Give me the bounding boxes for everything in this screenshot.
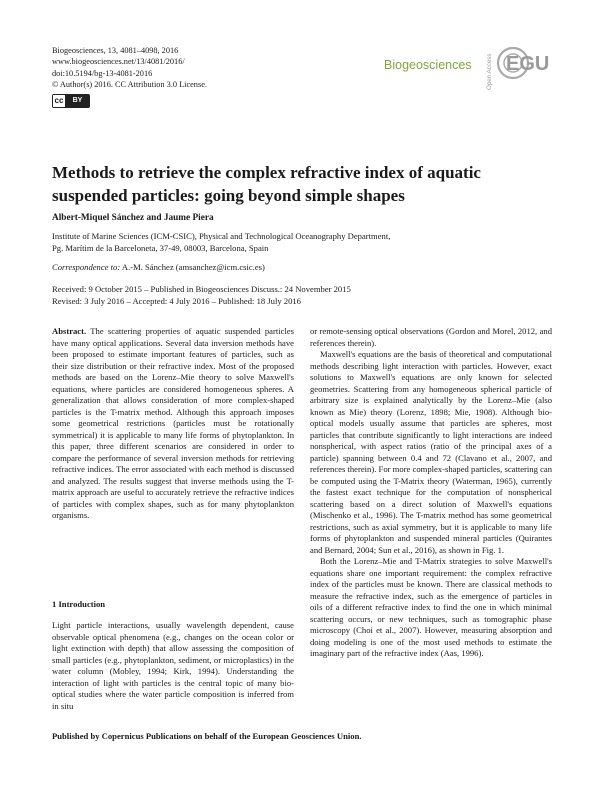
introduction-paragraph (52, 620, 294, 712)
doi-link[interactable]: doi:10.5194/bg-13-4081-2016 (52, 68, 153, 78)
citation-line: Biogeosciences, 13, 4081–4098, 2016 (52, 46, 179, 55)
correspondence-label: Correspondence to: (52, 262, 121, 272)
received-line: Received: 9 October 2015 – Published in Biogeosciences Discuss.: 24 November 2015 (52, 284, 351, 294)
abstract-body: The scattering properties of aquatic suspended particles have many optical applications. Several data inversion methods have been proposed to estimate important features of particles, such as their size distribution or their refractive index. Most of the proposed methods are based on the Lorenz–Mie theory to solve Maxwell's equations, where particles are considered homogeneous spheres. A generalization that allows consideration of more complex-shaped particles is the T-matrix method. Although this approach imposes some geometrical restrictions (particles must be rotationally symmetrical) it is applicable to many life forms of phytoplankton. In this paper, three different scenarios are considered in order to compare the performance of several inversion methods for retrieving refractive indices. The error associated with each method is discussed and analyzed. The results suggest that inverse methods using the T-matrix approach are useful to accurately retrieve the refractive indices of particles with complex shapes, such as for many phytoplankton organisms. (52, 326, 294, 520)
right-column (310, 326, 552, 660)
correspondence (52, 262, 265, 272)
svg-text:EGU: EGU (506, 53, 550, 75)
license-line: © Author(s) 2016. CC Attribution 3.0 License. (52, 80, 207, 90)
cc-icon: cc (53, 95, 66, 107)
egu-logo (496, 46, 552, 80)
title-line-1: Methods to retrieve the complex refractive index of aquatic (52, 163, 481, 182)
open-access-vertical-label (484, 34, 494, 92)
section-heading: 1 Introduction (52, 599, 106, 609)
revised-line: Revised: 3 July 2016 – Accepted: 4 July 2016 – Published: 18 July 2016 (52, 296, 301, 306)
intro-text: Light particle interactions, usually wavelength dependent, cause observable optical phenomena (e.g., changes on the ocean color or light extinction with depth) that allow assessing the composition of small particles (e.g., phytoplankton, sediment, or microplastics) in the water column (Mobley, 1994; Kirk, 1994). Understanding the interaction of light with particles is the central topic of many bio-optical studies where the water particle composition is inferred from in situ (52, 620, 294, 711)
publisher-footer: Published by Copernicus Publications on behalf of the European Geosciences Union. (52, 731, 362, 741)
right-paragraph-1: or remote-sensing optical observations (Gordon and Morel, 2012, and references therein). (310, 326, 552, 348)
right-paragraph-3: Both the Lorenz–Mie and T-Matrix strategies to solve Maxwell's equations share one important requirement: the complex refractive index of the particles must be known. There are classical methods to measure the refractive index, such as the emergence of particles in oils of a different refractive index to find the one in which minimal scattering occurs, or new techniques, such as tomographic phase microscopy (Choi et al., 2007). However, measuring absorption and doing modeling is one of the most used methods to estimate the imaginary part of the refractive index (Aas, 1996). (310, 556, 552, 658)
svg-text:Open Access: Open Access (486, 53, 493, 90)
author-list: Albert-Miquel Sánchez and Jaume Piera (52, 213, 214, 223)
cc-license-badge[interactable] (52, 94, 90, 108)
cc-by-label: BY (66, 95, 89, 107)
abstract-label: Abstract. (52, 326, 87, 336)
affiliation (52, 230, 552, 254)
affiliation-line-1: Institute of Marine Sciences (ICM-CSIC), Physical and Technological Oceanography Department, (52, 231, 391, 241)
title-line-2: suspended particles: going beyond simple shapes (52, 186, 405, 205)
right-paragraph-2: Maxwell's equations are the basis of theoretical and computational methods describing light interaction with particles. However, exact solutions to Maxwell's equations are only known for selected geometries. Scattering from any homogeneous spherical particle of arbitrary size is explained analytically by the Lorenz–Mie (also known as Mie) theory (Lorenz, 1898; Mie, 1908). Although bio-optical models usually assume that particles are spheres, most particles that contribute significantly to light interactions are indeed nonspherical, with aspect ratios (ratio of the principal axes of a particle) spanning between 0.4 and 72 (Clavano et al., 2007, and references therein). For more complex-shaped particles, scattering can be computed using the T-Matrix theory (Waterman, 1965), currently the fastest exact technique for the computation of nonspherical scattering based on a direct solution of Maxwell's equations (Mischenko et al., 1996). The T-matrix method has some geometrical restrictions, such as axial symmetry, but it is applicable to many life forms of phytoplankton and suspended mineral particles (Quirantes and Bernard, 2004; Sun et al., 2016), as shown in Fig. 1. (310, 349, 552, 555)
url-link[interactable]: www.biogeosciences.net/13/4081/2016/ (52, 57, 185, 67)
journal-logo-text: Biogeosciences (384, 58, 472, 72)
abstract (52, 326, 294, 522)
affiliation-line-2: Pg. Marítim de la Barceloneta, 37-49, 08003, Barcelona, Spain (52, 243, 269, 253)
article-title (52, 161, 552, 207)
correspondence-email[interactable]: A.-M. Sánchez (amsanchez@icm.csic.es) (121, 262, 265, 272)
article-metadata (52, 45, 207, 91)
publication-dates (52, 283, 351, 307)
